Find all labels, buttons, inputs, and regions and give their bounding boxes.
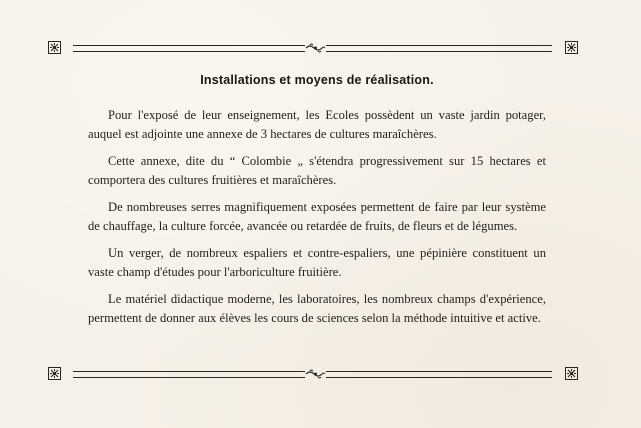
document-body (88, 72, 546, 336)
paragraph-1: Pour l'exposé de leur enseignement, les Ecoles possèdent un vaste jardin potager, auquel est adjointe une annexe de 3 hectares de cultures maraîchères. (88, 108, 546, 141)
square-knot-ornament-icon (48, 367, 61, 380)
scroll-flourish-icon (305, 41, 326, 55)
section-title: Installations et moyens de réalisation. (200, 73, 434, 87)
square-knot-ornament-icon (565, 367, 578, 380)
double-rule-right (326, 371, 552, 378)
square-knot-ornament-icon (48, 41, 61, 54)
bottom-ornamental-border (48, 367, 578, 381)
scroll-flourish-icon (305, 367, 326, 381)
paragraph-4: Un verger, de nombreux espaliers et contre-espaliers, une pépinière constituent un vaste champ d'études pour l'arboriculture fruitière. (88, 246, 546, 279)
double-rule-left (73, 45, 305, 52)
square-knot-ornament-icon (565, 41, 578, 54)
double-rule-left (73, 371, 305, 378)
top-ornamental-border (48, 41, 578, 55)
paragraph-2: Cette annexe, dite du “ Colombie „ s'étendra progressivement sur 15 hectares et comportera des cultures fruitières et maraîchères. (88, 154, 546, 187)
paragraph-3: De nombreuses serres magnifiquement exposées permettent de faire par leur système de chauffage, la culture forcée, avancée ou retardée de fruits, de fleurs et de légumes. (88, 200, 546, 233)
paragraph-5: Le matériel didactique moderne, les laboratoires, les nombreux champs d'expérience, permettent de donner aux élèves les cours de sciences selon la méthode intuitive et active. (88, 292, 546, 325)
double-rule-right (326, 45, 552, 52)
